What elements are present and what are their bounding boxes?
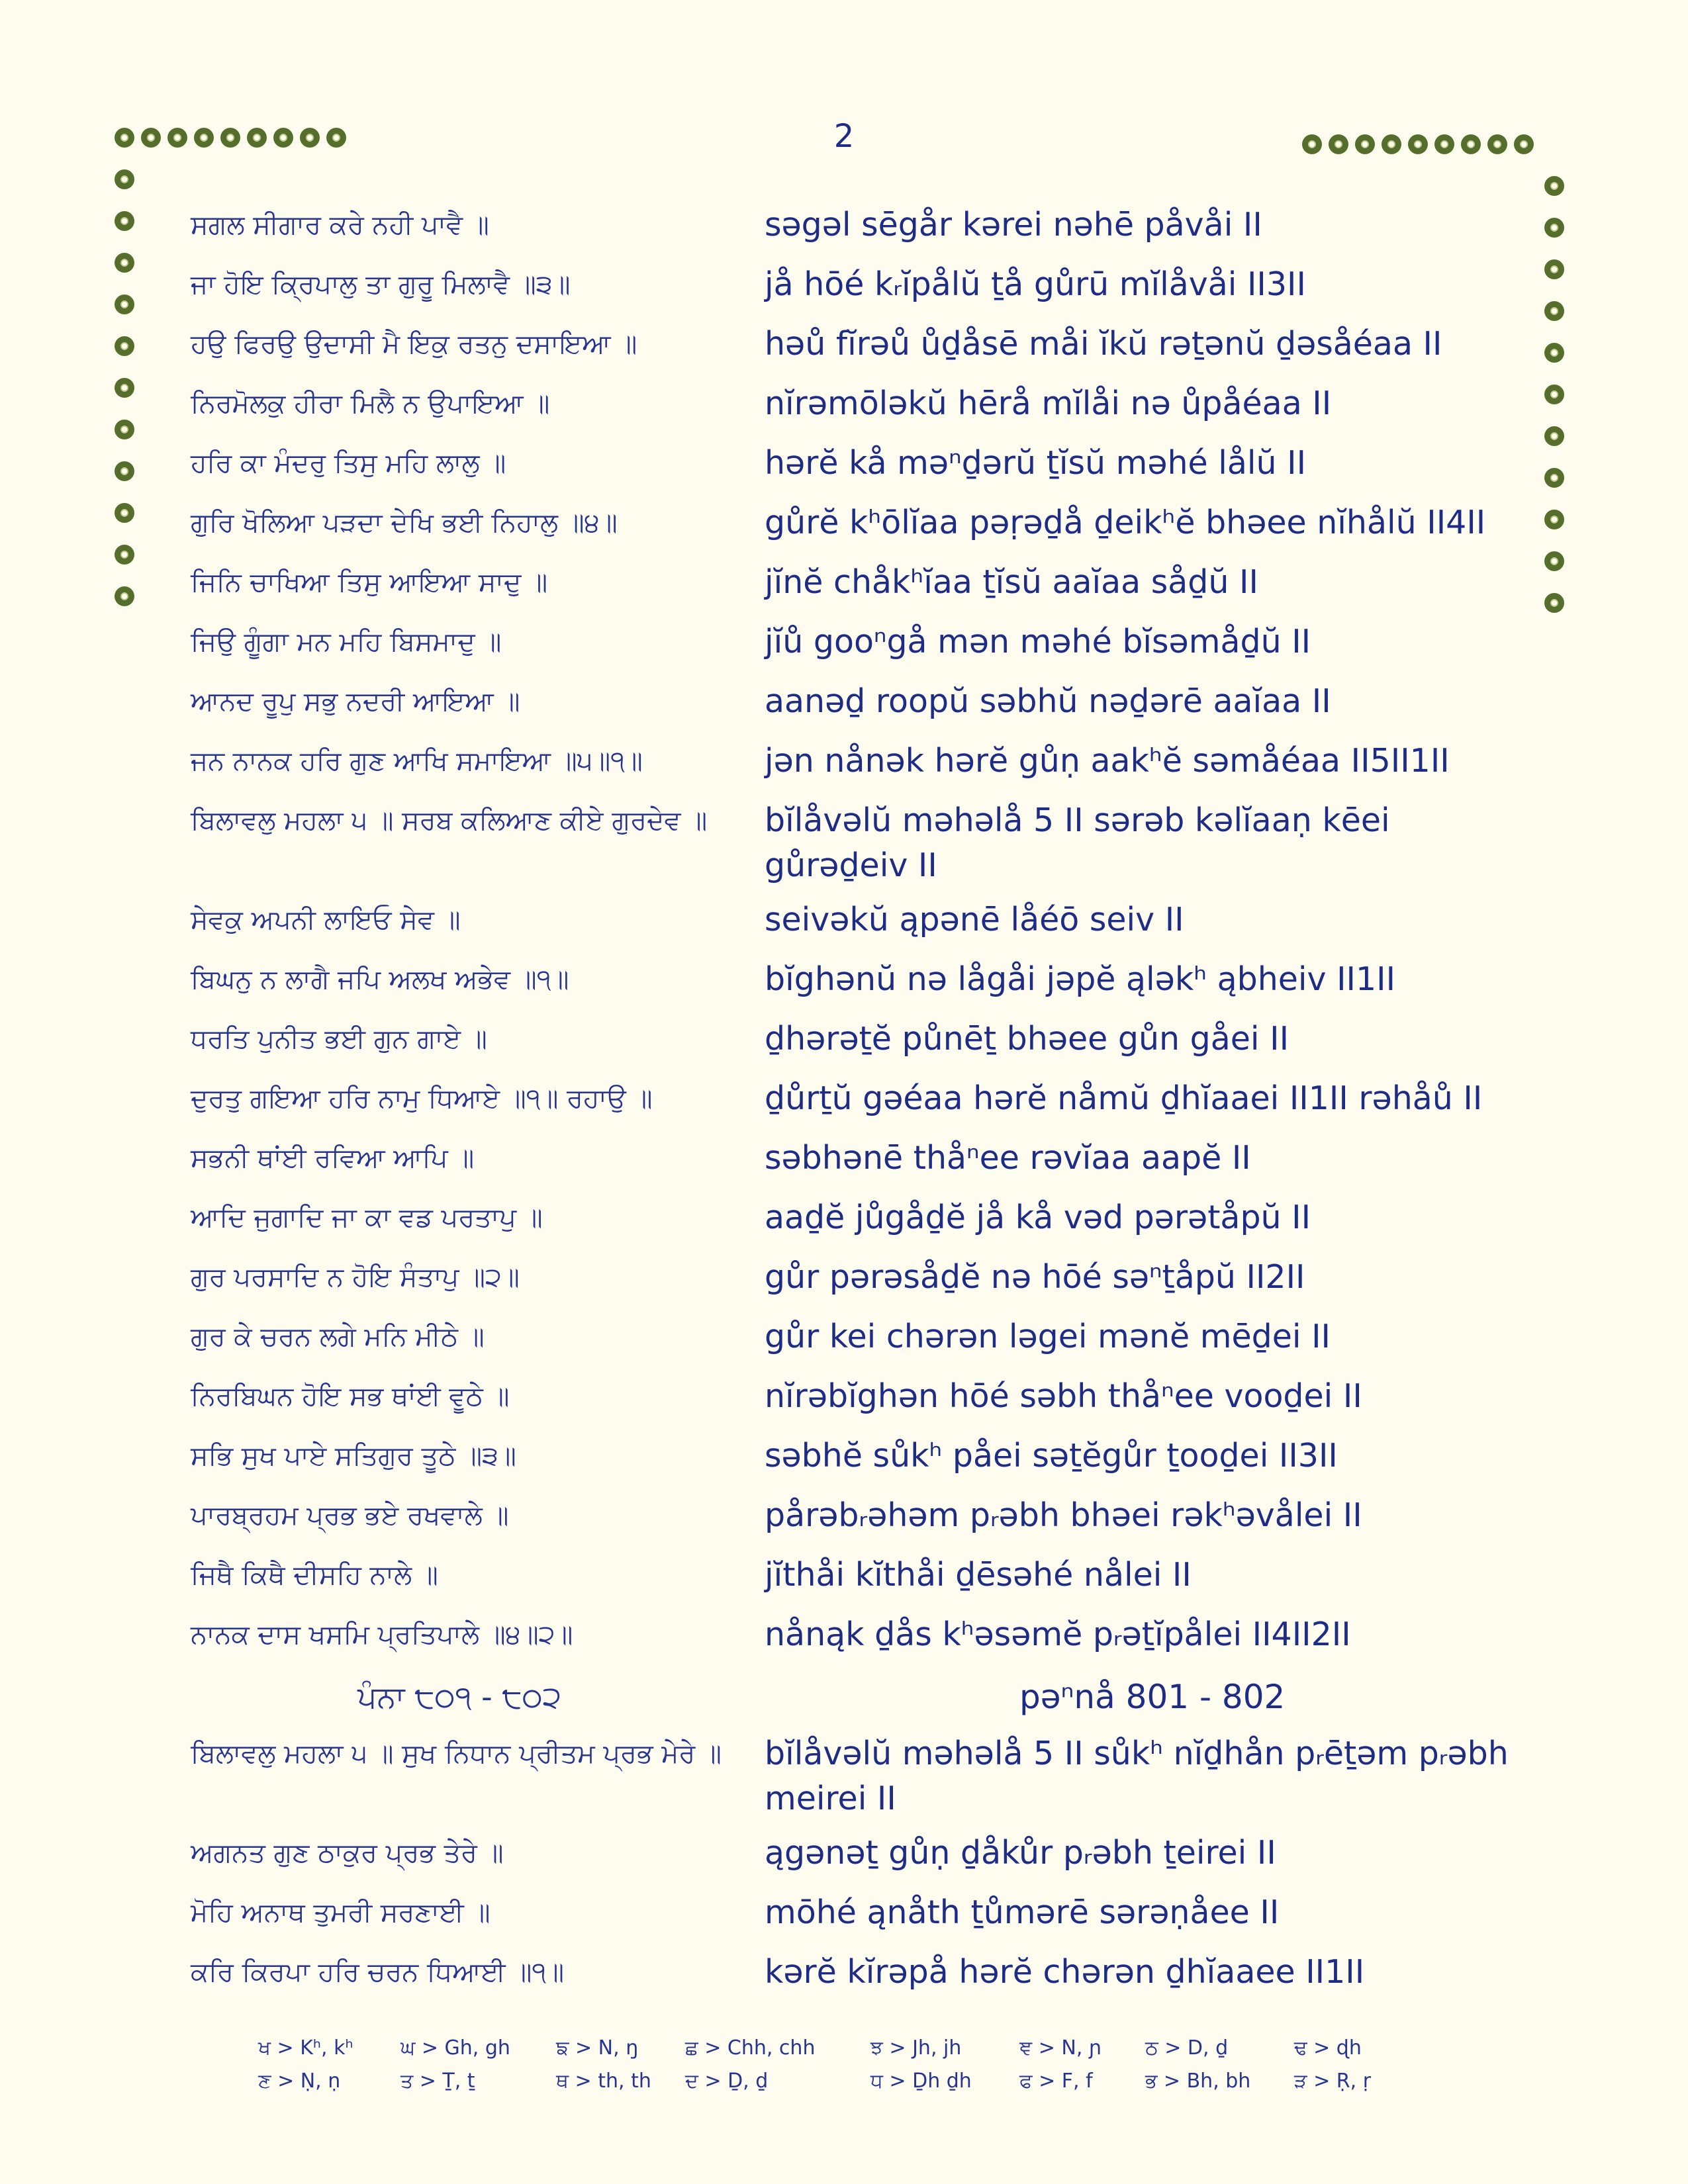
gurmukhi-text: ਜਨ ਨਾਨਕ ਹਰਿ ਗੁਣ ਆਖਿ ਸਮਾਇਆ ॥੫॥੧॥	[191, 746, 643, 776]
transliteration-text: ągənəṯ gůṇ ḏåkůr pᵣəbh ṯeirei II	[765, 1834, 1276, 1872]
transliteration-text: səbhənē thåⁿee rəvĭaa aapĕ II	[765, 1139, 1251, 1177]
flower-ornament-icon	[247, 128, 267, 148]
gurmukhi-text: ਗੁਰ ਕੇ ਚਰਨ ਲਗੇ ਮਨਿ ਮੀਠੇ ॥	[191, 1322, 485, 1352]
flower-ornament-icon	[326, 128, 346, 148]
transliteration-text: ḏhərəṯĕ půnēṯ bhəee gůn gåei II	[765, 1020, 1289, 1058]
verse-line	[0, 1374, 1688, 1433]
verse-line	[0, 1255, 1688, 1314]
transliteration-text: pårəbᵣəhəm pᵣəbh bhəei rəkʰəvålei II	[765, 1496, 1362, 1534]
flower-ornament-icon	[1329, 134, 1348, 154]
legend-item: ਝ > Jh, jh	[870, 2036, 962, 2060]
verse-line	[0, 500, 1688, 560]
transliteration-text: jĭů gooⁿgå mən məhé bĭsəmåḏŭ II	[765, 623, 1311, 660]
flower-ornament-icon	[300, 128, 320, 148]
legend-item: ਤ > Ṯ, ṯ	[400, 2070, 475, 2093]
gurmukhi-text: ਜਿਉ ਗੂੰਗਾ ਮਨ ਮਹਿ ਬਿਸਮਾਦੁ ॥	[191, 627, 502, 657]
legend-item: ਛ > Chh, chh	[685, 2036, 816, 2060]
transliteration-text: ḏůrṯŭ gəéaa hərĕ nåmŭ ḏhĭaaei II1II rəhåů II	[765, 1079, 1483, 1117]
transliteration-text: nånąk ḏås kʰəsəmĕ pᵣəṯĭpålei II4II2II	[765, 1615, 1351, 1653]
transliteration-text: jĭnĕ chåkʰĭaa ṯĭsŭ aaĭaa såḏŭ II	[765, 563, 1258, 601]
transliteration-text: seivəkŭ ąpənē låéō seiv II	[765, 901, 1184, 938]
legend-item: ਧ > Ḏh ḏh	[870, 2070, 972, 2093]
gurmukhi-text: ਨਿਰਮੋਲਕੁ ਹੀਰਾ ਮਿਲੈ ਨ ਉਪਾਇਆ ॥	[191, 388, 550, 419]
gurmukhi-text: ਗੁਰਿ ਖੋਲਿਆ ਪੜਦਾ ਦੇਖਿ ਭਈ ਨਿਹਾਲੁ ॥੪॥	[191, 508, 618, 538]
transliteration-text: həů fĭrəů ůḏåsē måi ĭkŭ rəṯənŭ ḏəsåéaa II	[765, 325, 1442, 363]
verse-line	[0, 1890, 1688, 1950]
verse-line	[0, 1553, 1688, 1612]
gurmukhi-text: ਕਰਿ ਕਿਰਪਾ ਹਰਿ ਚਰਨ ਧਿਆਈ ॥੧॥	[191, 1957, 565, 1987]
verse-line	[0, 1831, 1688, 1890]
gurmukhi-text: ਹਰਿ ਕਾ ਮੰਦਰੁ ਤਿਸੁ ਮਹਿ ਲਾਲੁ ॥	[191, 448, 506, 478]
verse-line	[0, 322, 1688, 381]
legend-item: ਘ > Gh, gh	[400, 2036, 510, 2060]
verse-line	[0, 1493, 1688, 1553]
flower-ornament-icon	[194, 128, 214, 148]
gurmukhi-text: ਬਿਘਨੁ ਨ ਲਾਗੈ ਜਪਿ ਅਲਖ ਅਭੇਵ ॥੧॥	[191, 964, 569, 995]
gurmukhi-text: ਗੁਰ ਪਰਸਾਦਿ ਨ ਹੋਇ ਸੰਤਾਪੁ ॥੨॥	[191, 1262, 520, 1293]
legend-item: ਣ > Ṇ, ṇ	[258, 2070, 341, 2093]
gurmukhi-text: ਨਾਨਕ ਦਾਸ ਖਸਮਿ ਪ੍ਰਤਿਪਾਲੇ ॥੪॥੨॥	[191, 1619, 573, 1650]
flower-ornament-icon	[273, 128, 293, 148]
verse-line	[0, 679, 1688, 739]
gurmukhi-text: ਸਭਨੀ ਥਾਂਈ ਰਵਿਆ ਆਪਿ ॥	[191, 1143, 475, 1173]
gurmukhi-text: ਧਰਤਿ ਪੁਨੀਤ ਭਈ ਗੁਨ ਗਾਏ ॥	[191, 1024, 487, 1054]
verse-line	[0, 1195, 1688, 1255]
flower-ornament-icon	[1487, 134, 1507, 154]
gurmukhi-text: ਜਾ ਹੋਇ ਕ੍ਰਿਪਾਲੁ ਤਾ ਗੁਰੂ ਮਿਲਾਵੈ ॥੩॥	[191, 269, 571, 300]
legend-item: ਫ > F, f	[1019, 2070, 1093, 2093]
transliteration-text: nĭrəbĭghən hōé səbh thåⁿee vooḏei II	[765, 1377, 1362, 1415]
legend-item: ਦ > Ḏ, ḏ	[685, 2070, 769, 2093]
transliteration-text: nĭrəmōləkŭ hērå mĭlåi nə ůpåéaa II	[765, 385, 1332, 422]
flower-ornament-icon	[141, 128, 161, 148]
verse-line	[0, 1731, 1688, 1817]
page-range-heading	[0, 1674, 1688, 1734]
transliteration-text: bĭlåvəlŭ məhəlå 5 II sůkʰ nĭḏhån pᵣēṯəm pᵣəbh meirei II	[765, 1735, 1509, 1817]
gurmukhi-text: ਸੇਵਕੁ ਅਪਨੀ ਲਾਇਓ ਸੇਵ ॥	[191, 905, 461, 935]
gurmukhi-text: ਪਾਰਬ੍ਰਹਮ ਪ੍ਰਭ ਭਏ ਰਖਵਾਲੇ ॥	[191, 1500, 509, 1531]
gurmukhi-text: ਹਉ ਫਿਰਉ ਉਦਾਸੀ ਮੈ ਇਕੁ ਰਤਨੁ ਦਸਾਇਆ ॥	[191, 329, 637, 359]
flower-ornament-icon	[1434, 134, 1454, 154]
legend-item: ਢ > ɖh	[1294, 2036, 1362, 2060]
transliteration-text: gůrĕ kʰōlĭaa pəṛəḏå ḏeikʰĕ bhəee nĭhålŭ II4II	[765, 504, 1486, 541]
page-number: 2	[833, 118, 855, 155]
gurmukhi-text: ਦੁਰਤੁ ਗਇਆ ਹਰਿ ਨਾਮੁ ਧਿਆਏ ॥੧॥ ਰਹਾਉ ॥	[191, 1083, 653, 1114]
gurmukhi-text: ਬਿਲਾਵਲੁ ਮਹਲਾ ੫ ॥ ਸੁਖ ਨਿਧਾਨ ਪ੍ਰੀਤਮ ਪ੍ਰਭ ਮੇਰੇ ॥	[191, 1739, 722, 1769]
transliteration-text: jĭthåi kĭthåi ḏēsəhé nålei II	[765, 1556, 1192, 1594]
transliteration-text: səgəl sēgår kərei nəhē påvåi II	[765, 206, 1262, 244]
verse-line	[0, 203, 1688, 262]
legend-item: ਠ > D, ḏ	[1145, 2036, 1229, 2060]
gurmukhi-text: ਬਿਲਾਵਲੁ ਮਹਲਾ ੫ ॥ ਸਰਬ ਕਲਿਆਣ ਕੀਏ ਗੁਰਦੇਵ ॥	[191, 805, 708, 836]
gurmukhi-text: ਆਨਦ ਰੂਪੁ ਸਭੁ ਨਦਰੀ ਆਇਆ ॥	[191, 686, 520, 717]
transliteration-text: bĭghənŭ nə lågåi jəpĕ ąləkʰ ąbheiv II1II	[765, 960, 1396, 998]
transliteration-text: bĭlåvəlŭ məhəlå 5 II sərəb kəlĭaaṇ kēei gůrəḏeiv II	[765, 801, 1390, 884]
flower-ornament-icon	[1514, 134, 1534, 154]
verse-line	[0, 897, 1688, 957]
transliteration-text: gůr pərəsåḏĕ nə hōé səⁿṯåpŭ II2II	[765, 1258, 1305, 1296]
flower-ornament-icon	[115, 128, 134, 148]
transliteration-text: mōhé ąnåth ṯůmərē sərəṇåee II	[765, 1893, 1280, 1931]
gurmukhi-text: ਜਿਥੈ ਕਿਥੈ ਦੀਸਹਿ ਨਾਲੇ ॥	[191, 1560, 438, 1590]
verse-line	[0, 441, 1688, 500]
transliteration-text: jå hōé kᵣĭpålŭ ṯå gůrū mĭlåvåi II3II	[765, 265, 1306, 303]
legend-item: ਙ > N, ŋ	[556, 2036, 639, 2060]
gurmukhi-text: ਆਦਿ ਜੁਗਾਦਿ ਜਾ ਕਾ ਵਡ ਪਰਤਾਪੁ ॥	[191, 1203, 543, 1233]
verse-line	[0, 739, 1688, 798]
flower-ornament-icon	[1544, 176, 1564, 196]
verse-line	[0, 262, 1688, 322]
verse-line	[0, 1950, 1688, 2009]
transliteration-text: kərĕ kĭrəpå hərĕ chərən ḏhĭaaee II1II	[765, 1953, 1365, 1991]
transliteration-text: gůr kei chərən ləgei mənĕ mēḏei II	[765, 1318, 1331, 1355]
transliteration-text: aaḏĕ jůgåḏĕ jå kå vəd pərətåpŭ II	[765, 1199, 1311, 1236]
flower-ornament-icon	[1461, 134, 1481, 154]
gurmukhi-text: ਸਭਿ ਸੁਖ ਪਾਏ ਸਤਿਗੁਰ ਤੂਠੇ ॥੩॥	[191, 1441, 516, 1471]
verse-line	[0, 1076, 1688, 1136]
transliteration-heading: pəⁿnå 801 - 802	[1019, 1678, 1286, 1716]
legend-item: ਖ > Kʰ, kʰ	[258, 2036, 353, 2060]
flower-ornament-icon	[115, 169, 134, 189]
verse-line	[0, 1433, 1688, 1493]
verse-line	[0, 957, 1688, 1017]
verse-line	[0, 798, 1688, 884]
gurmukhi-text: ਜਿਨਿ ਚਾਖਿਆ ਤਿਸੁ ਆਇਆ ਸਾਦੁ ॥	[191, 567, 548, 598]
transliteration-text: aanəḏ roopŭ səbhŭ nəḏərē aaĭaa II	[765, 682, 1331, 720]
verse-line	[0, 381, 1688, 441]
gurmukhi-text: ਅਗਨਤ ਗੁਣ ਠਾਕੁਰ ਪ੍ਰਭ ਤੇਰੇ ॥	[191, 1838, 504, 1868]
flower-ornament-icon	[1408, 134, 1428, 154]
verse-line	[0, 1612, 1688, 1672]
gurmukhi-text: ਮੋਹਿ ਅਨਾਥ ਤੁਮਰੀ ਸਰਣਾਈ ॥	[191, 1897, 491, 1928]
flower-ornament-icon	[167, 128, 187, 148]
gurmukhi-text: ਨਿਰਬਿਘਨ ਹੋਇ ਸਭ ਥਾਂਈ ਵੂਠੇ ॥	[191, 1381, 510, 1412]
flower-ornament-icon	[220, 128, 240, 148]
gurmukhi-text: ਸਗਲ ਸੀਗਾਰ ਕਰੇ ਨਹੀ ਪਾਵੈ ॥	[191, 210, 489, 240]
flower-ornament-icon	[1382, 134, 1401, 154]
transliteration-text: səbhĕ sůkʰ påei səṯĕgůr ṯooḏei II3II	[765, 1437, 1338, 1475]
flower-ornament-icon	[1355, 134, 1375, 154]
legend-item: ੜ > Ṛ, ṛ	[1294, 2070, 1372, 2093]
verse-line	[0, 619, 1688, 679]
transliteration-text: jən nånək hərĕ gůṇ aakʰĕ səmåéaa II5II1II	[765, 742, 1450, 780]
legend-item: ਭ > Bh, bh	[1145, 2070, 1251, 2093]
legend-item: ਞ > N, ɲ	[1019, 2036, 1102, 2060]
transliteration-text: hərĕ kå məⁿḏərŭ ṯĭsŭ məhé lålŭ II	[765, 444, 1307, 482]
flower-ornament-icon	[1302, 134, 1322, 154]
verse-line	[0, 1136, 1688, 1195]
verse-line	[0, 1314, 1688, 1374]
gurmukhi-heading: ਪੰਨਾ ੮੦੧ - ੮੦੨	[357, 1679, 562, 1715]
verse-line	[0, 560, 1688, 619]
verse-line	[0, 1017, 1688, 1076]
legend-item: ਥ > th, th	[556, 2070, 651, 2093]
